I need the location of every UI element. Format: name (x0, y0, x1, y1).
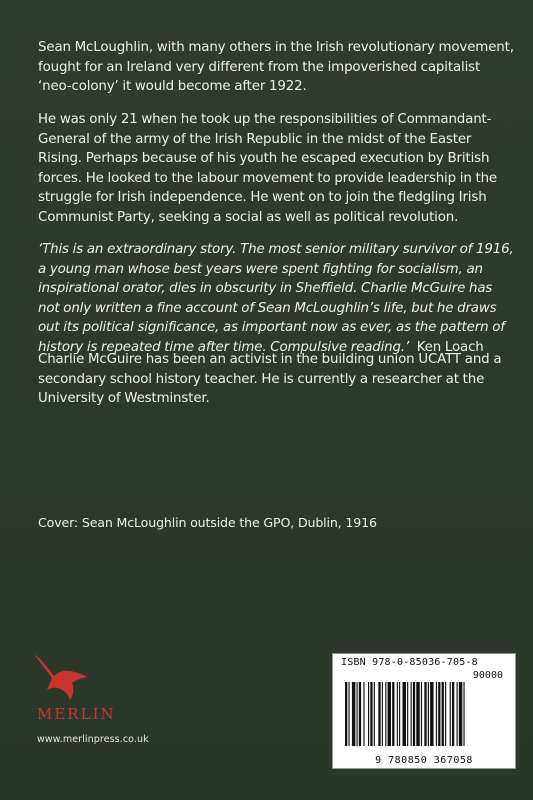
cover-caption: Cover: Sean McLoughlin outside the GPO, Dublin, 1916 (38, 515, 377, 530)
barcode-bar (392, 682, 394, 746)
bird-icon (30, 650, 90, 704)
barcode-bar (363, 682, 364, 746)
barcode-bar (445, 682, 446, 746)
review-quote (38, 240, 516, 358)
barcode-bar (370, 682, 372, 746)
barcode-bar (424, 682, 426, 746)
barcode-bar (413, 682, 415, 746)
barcode-bar (403, 682, 406, 746)
barcode-bar (452, 682, 454, 746)
barcode-bar (430, 682, 433, 746)
quote-attribution: Ken Loach (416, 339, 484, 355)
publisher-logo (30, 650, 130, 704)
barcode-number: 9 780850 367058 (375, 755, 473, 766)
author-bio: Charlie McGuire has been an activist in the building union UCATT and a secondary school history teacher. He is currently a researcher at the University of Westminster. (38, 352, 502, 407)
barcode-bar (388, 682, 391, 746)
barcode-bar (463, 682, 464, 746)
isbn-barcode (332, 653, 516, 769)
barcode-bar (352, 682, 355, 746)
barcode-bar (348, 682, 349, 746)
barcode-bar (457, 682, 458, 746)
barcode-bar (450, 682, 451, 746)
barcode-bar (407, 682, 408, 746)
blurb-paragraph-1: Sean McLoughlin, with many others in the Irish revolutionary movement, fought for an Ireland very different from the impoverished capitalist ‘neo-colony’ it would become after 1922. (38, 40, 514, 95)
barcode-bar (385, 682, 386, 746)
barcode-bar (442, 682, 444, 746)
barcode-bar (378, 682, 380, 746)
barcode-bar (397, 682, 398, 746)
quote-text: ‘This is an extraordinary story. The most senior military survivor of 1916, a young man whose best years were spent fighting for socialism, an inspirational orator, dies in obscurity in Sheffield. Charlie McGuire has not only written a fine account of Sean McLoughlin’s life, but he draws out its political significance, as important now as ever, as the pattern of history is repeated time after time. Compulsive reading.’ (38, 242, 514, 355)
barcode-bar (438, 682, 440, 746)
barcode-bars (343, 682, 507, 754)
publisher-url: www.merlinpress.co.uk (37, 734, 149, 745)
isbn-label: ISBN 978-0-85036-705-8 (341, 657, 478, 668)
barcode-bar (416, 682, 419, 746)
blurb-paragraph-2: He was only 21 when he took up the responsibilities of Commandant-General of the army of the Irish Republic in the midst of the Easter Rising. Perhaps because of his youth he escaped execution by British forces. He looked to the labour movement to provide leadership in the struggle for Irish independence. He went on to join the fledgling Irish Communist Party, seeking a social as well as political revolution. (38, 112, 498, 225)
barcode-bar (357, 682, 358, 746)
publisher-name: MERLIN (37, 705, 116, 723)
barcode-bar (459, 682, 462, 746)
barcode-bar (436, 682, 437, 746)
barcode-bar (374, 682, 375, 746)
barcode-bar (359, 682, 361, 746)
barcode-bar (428, 682, 429, 746)
barcode-bar (382, 682, 383, 746)
barcode-bar (421, 682, 422, 746)
barcode-bar (411, 682, 412, 746)
barcode-bar (399, 682, 400, 746)
barcode-bar (345, 682, 347, 746)
barcode-bar (368, 682, 369, 746)
price-code: 90000 (472, 670, 503, 681)
